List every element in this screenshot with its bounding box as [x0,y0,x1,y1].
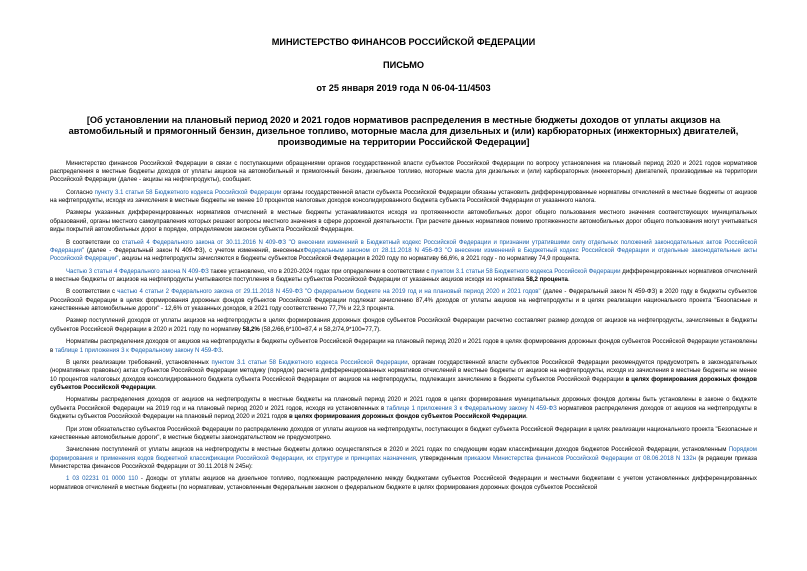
paragraph-5: Частью 3 статьи 4 Федерального закона N 409-ФЗ также установлено, что в 2020-2024 годах при определении в соответствии с пунктом 3.1 статьи 58 Бюджетного кодекса Российской Федерации дифференцированных нормативов отчислений в местные бюджеты от акцизов на нефтепродукты учитываются поступления в бюджеты субъектов Российской Федерации от указанных акцизов исходя из норматива 58,2 процента. [50,267,757,283]
link-law-456[interactable]: Федеральным законом от 28.11.2018 N 456-ФЗ "О внесении изменений в Бюджетный кодекс Российской Федерации и отдельные законодательные акты Российской Федерации" [50,246,757,263]
paragraph-10: Нормативы распределения доходов от акцизов на нефтепродукты в местные бюджеты на плановый период 2020 и 2021 годов в целях формирования муниципальных дорожных фондов должны быть установлены в законе о бюджете субъекта Российской Федерации на 2019 год и на плановый период 2020 и 2021 годов, исходя из установленных в таблице 1 приложения 3 к Федеральному закону N 459-ФЗ нормативов распределения доходов от акцизов на нефтепродукты в бюджеты субъектов Российской Федерации на плановый период 2020 и 2021 годов в целях формирования дорожных фондов субъектов Российской Федерации. [50,396,757,421]
link-table-1-appendix-3-2[interactable]: таблице 1 приложения 3 к Федеральному закону N 459-ФЗ [386,404,557,412]
link-law-409-part3[interactable]: Частью 3 статьи 4 Федерального закона N 409-ФЗ [66,267,209,275]
link-law-459[interactable]: частью 4 статьи 2 Федерального закона от 29.11.2018 N 459-ФЗ "О федеральном бюджете на 2019 год и на плановый период 2020 и 2021 годов" [117,288,541,296]
link-order-132n[interactable]: приказом Министерства финансов Российской Федерации от 08.06.2018 N 132н [464,454,697,462]
paragraph-7: Размер поступлений доходов от уплаты акцизов на нефтепродукты в целях формирования дорожных фондов субъектов Российской Федерации расчетно составляет размер доходов от акцизов на нефтепродукты, зачисляемых в бюджеты субъектов Российской Федерации в 2020 и 2021 году по нормативу 58,2% (58,2/66,6*100=87,4 и 58,2/74,9*100=77,7). [50,317,757,333]
paragraph-3: Размеры указанных дифференцированных нормативов отчислений в местные бюджеты устанавливаются исходя из протяженности автомобильных дорог общего пользования местного значения соответствующих муниципальных образований, органы местного самоуправления которых решают вопросы местного значения в сфере дорожной деятельности. При расчете данных нормативов помимо протяженности автомобильных дорог общего пользования могут учитываться виды покрытий автомобильных дорог в порядке, определяемом законом субъекта Российской Федерации. [50,209,757,234]
paragraph-12: Зачисление поступлений от уплаты акцизов на нефтепродукты в местные бюджеты должно осуществляться в 2020 и 2021 годах по следующим кодам классификации доходов бюджетов Российской Федерации, установленным Порядком формирования и применения кодов бюджетной классификации Российской Федерации, их структуре и принципах назначения, утвержденным приказом Министерства финансов Российской Федерации от 08.06.2018 N 132н (в редакции приказа Министерства финансов Российской Федерации от 30.11.2018 N 245н): [50,446,758,470]
paragraph-2: Согласно пункту 3.1 статьи 58 Бюджетного кодекса Российской Федерации органы государственной власти субъекта Российской Федерации обязаны установить дифференцированные нормативы отчислений в местные бюджеты от акцизов на нефтепродукты, исходя из зачисления в местные бюджеты не менее 10 процентов налоговых доходов консолидированного бюджета субъекта Российской Федерации от указанного налога. [50,188,757,204]
link-budget-code-58-2[interactable]: пунктом 3.1 статьи 58 Бюджетного кодекса Российской Федерации [431,267,621,275]
paragraph-4: В соответствии со статьей 4 Федерального закона от 30.11.2016 N 409-ФЗ "О внесении изменений в Бюджетный кодекс Российской Федерации и признании утратившими силу отдельных положений законодательных актов Российской Федерации" (далее - Федеральный закон N 409-ФЗ), с учетом изменений, внесенныхФедеральным законом от 28.11.2018 N 456-ФЗ "О внесении изменений в Бюджетный кодекс Российской Федерации и отдельные законодательные акты Российской Федерации", акцизы на нефтепродукты зачисляются в бюджеты субъектов Российской Федерации в 2020 году по нормативу 66,6%, в 2021 году - по нормативу 74,9 процента. [50,238,757,263]
paragraph-intro: Министерство финансов Российской Федерации в связи с поступающими обращениями органов государственной власти субъектов Российской Федерации по вопросу установления на плановый период 2020 и 2021 годов нормативов распределения в местные бюджеты доходов от уплаты акцизов на автомобильный и прямогонный бензин, дизельное топливо, моторные масла для дизельных и (или) карбюраторных (инжекторных) двигателей, производимые на территории Российской Федерации (далее - акцизы на нефтепродукты), сообщает. [50,159,757,184]
link-table-1-appendix-3[interactable]: таблице 1 приложения 3 к Федеральному закону N 459-ФЗ [54,346,222,354]
document-title: [Об установлении на плановый период 2020 и 2021 годов нормативов распределения в местные бюджеты доходов от уплаты акцизов на автомобильный и прямогонный бензин, дизельное топливо, моторные масла для дизельных и (или) карбюраторных (инжекторных) двигателей, производимые на территории Российской Федерации] [68,115,739,148]
paragraph-6: В соответствии с частью 4 статьи 2 Федерального закона от 29.11.2018 N 459-ФЗ "О федеральном бюджете на 2019 год и на плановый период 2020 и 2021 годов" (далее - Федеральный закон N 459-ФЗ) в 2020 году в бюджеты субъектов Российской Федерации в целях формирования дорожных фондов субъектов Российской Федерации подлежат зачислению 87,4% доходов от уплаты акцизов на нефтепродукты и в целях реализации национального проекта "Безопасные и качественные автомобильные дороги" - 12,6% от указанных доходов, в 2021 году соответственно 77,7% и 22,3 процента. [50,288,757,312]
paragraph-11: При этом обязательство субъектов Российской Федерации по распределению доходов от уплаты акцизов на нефтепродукты, поступающих в бюджет субъекта Российской Федерации в целях реализации национального проекта "Безопасные и качественные автомобильные дороги", в местные бюджеты законодательством не предусмотрено. [50,425,757,441]
link-kbk-code[interactable]: 1 03 02231 01 0000 110 [66,475,138,483]
document-type: ПИСЬМО [382,60,425,70]
link-budget-code-58[interactable]: пункту 3.1 статьи 58 Бюджетного кодекса Российской Федерации [94,188,282,196]
paragraph-8: Нормативы распределения доходов от акцизов на нефтепродукты в бюджеты субъектов Российской Федерации на плановый период 2020 и 2021 годов в целях формирования дорожных фондов субъектов Российской Федерации установлены в таблице 1 приложения 3 к Федеральному закону N 459-ФЗ. [50,338,757,354]
link-budget-classification-order[interactable]: Порядком формирования и применения кодов бюджетной классификации Российской Федерации, их структуре и принципах назначения [50,446,757,462]
document-body [50,149,757,492]
paragraph-13: 1 03 02231 01 0000 110 - Доходы от уплаты акцизов на дизельное топливо, подлежащие распределению между бюджетами субъектов Российской Федерации и местными бюджетами с учетом установленных дифференцированных нормативов отчислений в местные бюджеты (по нормативам, установленным Федеральным законом о федеральном бюджете в целях формирования дорожных фондов субъектов Российской [50,475,757,491]
link-budget-code-58-3[interactable]: пунктом 3.1 статьи 58 Бюджетного кодекса Российской Федерации [211,359,408,367]
paragraph-9: В целях реализации требований, установленных пунктом 3.1 статьи 58 Бюджетного кодекса Российской Федерации, органам государственной власти субъектов Российской Федерации рекомендуется предусмотреть в законодательных (нормативных правовых) актах субъектов Российской Федерации методику (порядок) расчета дифференцированных нормативов отчислений в местные бюджеты от акцизов на нефтепродукты, исходя из зачисления в местные бюджеты не менее 10 процентов налоговых доходов консолидированного бюджета субъекта Российской Федерации от акцизов на нефтепродукты, подлежащих зачислению в бюджеты субъектов Российской Федерации в целях формирования дорожных фондов субъектов Российской Федерации. [50,359,757,391]
ministry-heading: МИНИСТЕРСТВО ФИНАНСОВ РОССИЙСКОЙ ФЕДЕРАЦИИ [271,37,536,47]
link-law-409[interactable]: статьей 4 Федерального закона от 30.11.2016 N 409-ФЗ "О внесении изменений в Бюджетный кодекс Российской Федерации и признании утратившими силу отдельных положений законодательных актов Российской Федерации" [50,238,757,254]
document-date-number: от 25 января 2019 года N 06-04-11/4503 [316,83,491,93]
